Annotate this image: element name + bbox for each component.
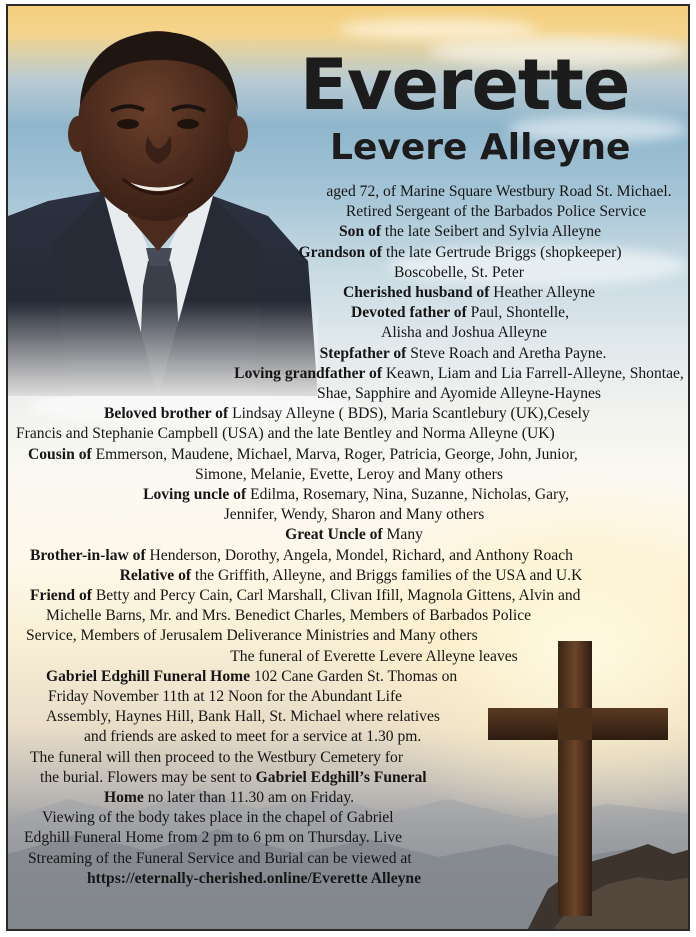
obituary-line bbox=[317, 384, 601, 404]
line-text: no later than 11.30 am on Friday. bbox=[143, 789, 355, 806]
obituary-line bbox=[46, 606, 531, 626]
obituary-line bbox=[234, 364, 684, 384]
line-text: Boscobelle, St. Peter bbox=[394, 263, 524, 281]
relation-label: Grandson of bbox=[298, 243, 383, 261]
line-text: Steve Roach and Aretha Payne. bbox=[406, 344, 607, 362]
line-text: Jennifer, Wendy, Sharon and Many others bbox=[223, 506, 485, 524]
cross-image bbox=[478, 636, 678, 926]
obituary-line bbox=[30, 546, 573, 566]
obituary-line bbox=[394, 263, 524, 283]
line-text: Paul, Shontelle, bbox=[466, 304, 569, 322]
obituary-line bbox=[346, 202, 646, 222]
line-text: The funeral of Everette Levere Alleyne leaves bbox=[230, 647, 518, 665]
deceased-first-name: Everette bbox=[300, 44, 630, 126]
line-text: Simone, Melanie, Evette, Leroy and Many others bbox=[195, 465, 503, 483]
obituary-line bbox=[40, 768, 427, 788]
obituary-notice bbox=[6, 4, 690, 931]
line-text: Assembly, Haynes Hill, Bank Hall, St. Michael where relatives bbox=[46, 708, 440, 726]
obituary-line bbox=[120, 566, 583, 586]
obituary-line bbox=[26, 626, 478, 646]
relation-label: Loving grandfather of bbox=[234, 364, 383, 382]
obituary-line bbox=[381, 323, 547, 343]
line-text: Emmerson, Maudene, Michael, Marva, Roger, Patricia, George, John, Junior, bbox=[91, 445, 578, 463]
relation-label: Stepfather of bbox=[319, 344, 407, 362]
relation-label: Cherished husband of bbox=[342, 284, 490, 301]
obituary-line bbox=[326, 182, 671, 202]
obituary-line bbox=[24, 828, 402, 848]
obituary-line bbox=[84, 727, 421, 747]
obituary-line bbox=[285, 525, 423, 545]
relation-label: Beloved brother of bbox=[104, 405, 229, 423]
livestream-link[interactable]: https://eternally-cherished.online/Everette Alleyne bbox=[86, 869, 422, 887]
relation-label: Home bbox=[104, 789, 144, 806]
obituary-line bbox=[320, 344, 607, 364]
line-text: Keawn, Liam and Lia Farrell-Alleyne, Shontae, bbox=[382, 364, 684, 382]
obituary-line bbox=[46, 707, 440, 727]
relation-label: Friend of bbox=[30, 587, 92, 604]
obituary-line bbox=[104, 788, 354, 808]
obituary-line bbox=[104, 404, 590, 424]
line-text: Michelle Barns, Mr. and Mrs. Benedict Charles, Members of Barbados Police bbox=[46, 607, 532, 625]
obituary-line bbox=[343, 283, 595, 303]
line-text: and friends are asked to meet for a service at 1.30 pm. bbox=[84, 728, 422, 746]
obituary-line bbox=[30, 586, 580, 606]
deceased-full-name: Levere Alleyne bbox=[330, 127, 631, 168]
line-text: Edilma, Rosemary, Nina, Suzanne, Nicholas, Gary, bbox=[246, 486, 569, 503]
line-text: 102 Cane Garden St. Thomas on bbox=[250, 667, 458, 685]
relation-label: Relative of bbox=[119, 566, 192, 584]
obituary-line bbox=[48, 687, 402, 707]
obituary-line bbox=[28, 849, 412, 869]
obituary-line bbox=[298, 243, 621, 263]
funeral-home-name: Gabriel Edghill’s Funeral bbox=[255, 768, 427, 786]
line-text: the late Seibert and Sylvia Alleyne bbox=[381, 223, 602, 241]
relation-label: Devoted father of bbox=[351, 304, 467, 322]
line-text: Many bbox=[382, 526, 423, 544]
relation-label: Great Uncle of bbox=[285, 526, 383, 544]
line-text: Streaming of the Funeral Service and Burial can be viewed at bbox=[28, 849, 412, 867]
obituary-line bbox=[230, 647, 517, 667]
line-text: Service, Members of Jerusalem Deliverance Ministries and Many others bbox=[26, 627, 478, 645]
line-text: The funeral will then proceed to the Westbury Cemetery for bbox=[30, 748, 404, 766]
line-text: Alisha and Joshua Alleyne bbox=[381, 324, 547, 342]
obituary-line bbox=[224, 505, 485, 525]
line-text: Lindsay Alleyne ( BDS), Maria Scantlebury (UK),Cesely bbox=[228, 405, 590, 423]
obituary-line bbox=[351, 303, 569, 323]
obituary-line bbox=[195, 465, 503, 485]
line-text: the late Gertrude Briggs (shopkeeper) bbox=[382, 243, 622, 261]
line-text: aged 72, of Marine Square Westbury Road St. Michael. bbox=[326, 183, 672, 200]
line-text: Heather Alleyne bbox=[489, 284, 596, 301]
obituary-line bbox=[143, 485, 569, 505]
line-text: Betty and Percy Cain, Carl Marshall, Clivan Ifill, Magnola Gittens, Alvin and bbox=[91, 587, 581, 604]
obituary-line bbox=[28, 445, 578, 465]
obituary-line bbox=[339, 222, 601, 242]
line-text: Friday November 11th at 12 Noon for the Abundant Life bbox=[48, 688, 403, 705]
line-text: the Griffith, Alleyne, and Briggs families of the USA and U.K bbox=[191, 566, 583, 584]
relation-label: Brother-in-law of bbox=[30, 546, 146, 564]
obituary-line bbox=[46, 667, 457, 687]
line-text: Francis and Stephanie Campbell (USA) and the late Bentley and Norma Alleyne (UK) bbox=[16, 425, 555, 443]
line-text: Retired Sergeant of the Barbados Police Service bbox=[345, 203, 647, 221]
line-text: Viewing of the body takes place in the chapel of Gabriel bbox=[42, 809, 394, 827]
line-text: Henderson, Dorothy, Angela, Mondel, Richard, and Anthony Roach bbox=[145, 546, 573, 564]
relation-label: Gabriel Edghill Funeral Home bbox=[46, 667, 251, 685]
relation-label: Cousin of bbox=[28, 445, 92, 463]
portrait-photo bbox=[8, 16, 318, 396]
line-text: the burial. Flowers may be sent to bbox=[40, 768, 256, 786]
relation-label: Loving uncle of bbox=[143, 486, 247, 503]
line-text: Shae, Sapphire and Ayomide Alleyne-Haynes bbox=[317, 385, 601, 402]
obituary-line bbox=[16, 424, 555, 444]
obituary-line bbox=[42, 808, 394, 828]
relation-label: Son of bbox=[338, 223, 382, 241]
obituary-line bbox=[30, 748, 403, 768]
line-text: Edghill Funeral Home from 2 pm to 6 pm on Thursday. Live bbox=[24, 829, 403, 847]
